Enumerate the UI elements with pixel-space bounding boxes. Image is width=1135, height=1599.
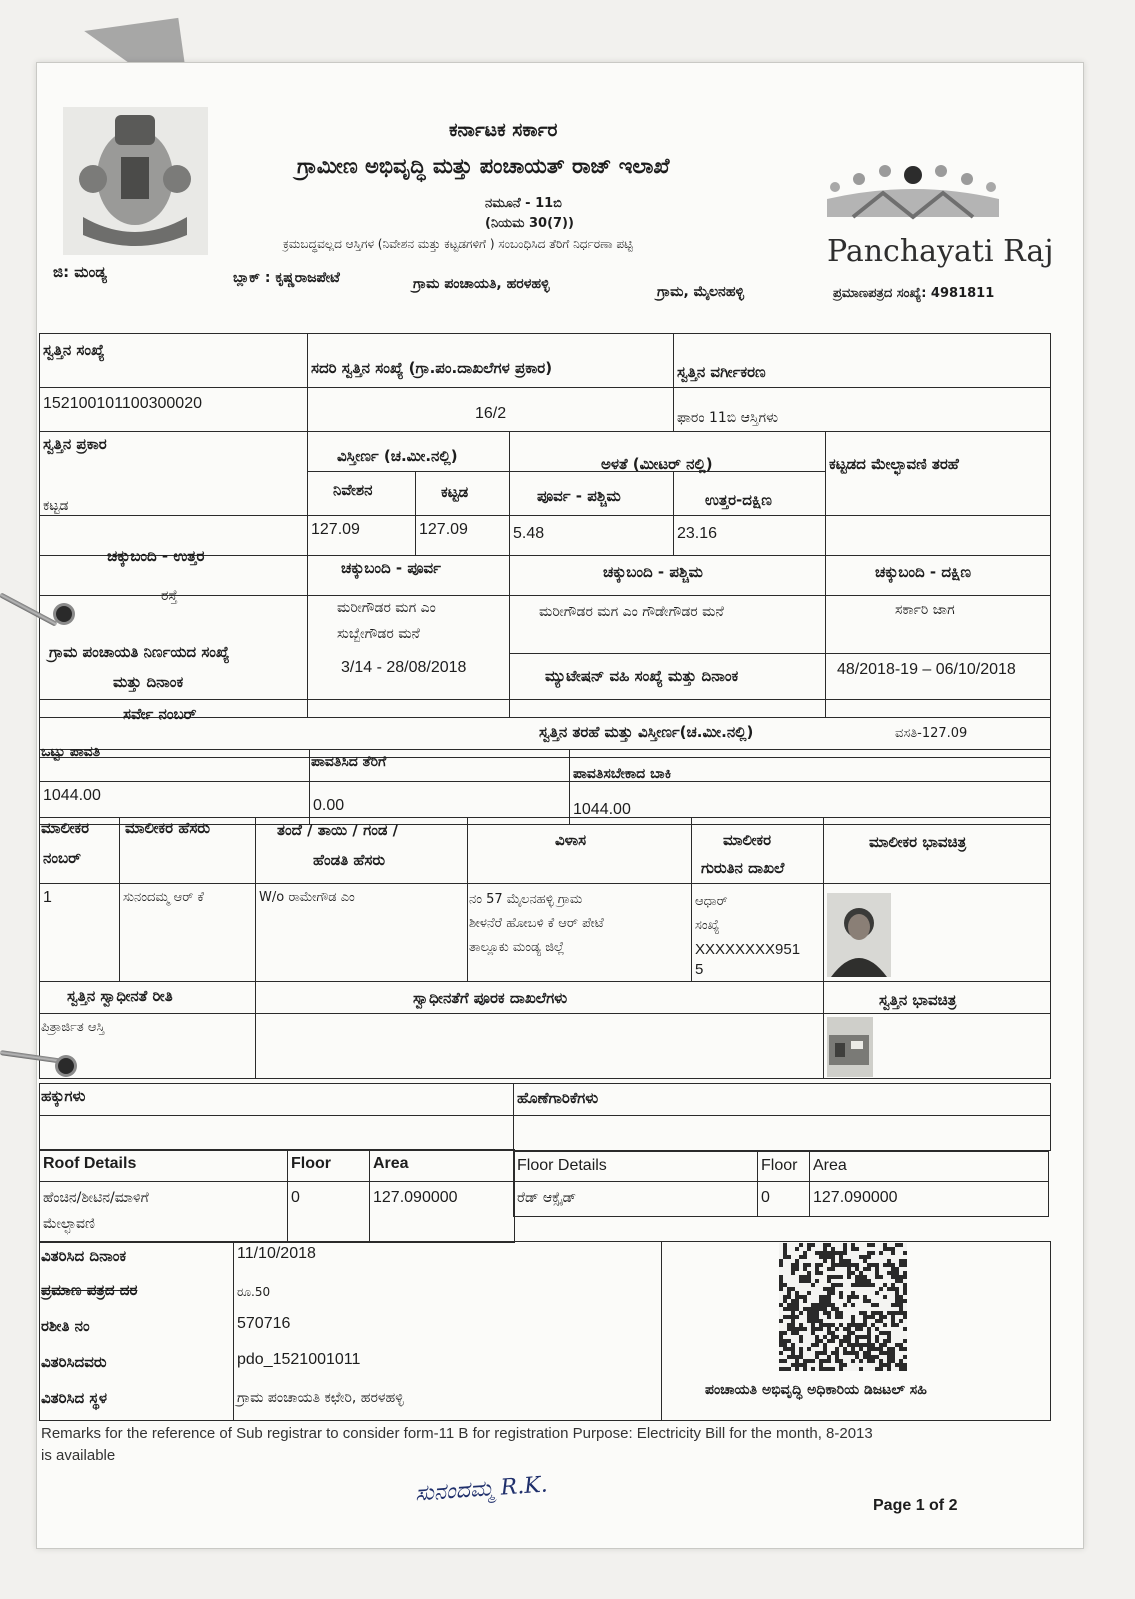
gram-panchayat: ಗ್ರಾಮ ಪಂಚಾಯತಿ, ಹರಳಹಳ್ಳಿ xyxy=(413,276,550,292)
property-type-label: ಸ್ವತ್ತಿನ ಪ್ರಕಾರ xyxy=(43,435,107,453)
building-area-value: 127.09 xyxy=(419,521,468,538)
boundary-south-value: ಸರ್ಕಾರಿ ಜಾಗ xyxy=(895,602,955,618)
owner-no-label-2: ನಂಬರ್ xyxy=(43,849,81,867)
gp-decision-value: 3/14 - 28/08/2018 xyxy=(341,659,467,676)
property-id-value: 152100101100300020 xyxy=(43,395,202,412)
owner-id-word: ಸಂಖ್ಯೆ xyxy=(695,918,720,933)
remarks-line-2: is available xyxy=(41,1447,116,1464)
department-title: ಗ್ರಾಮೀಣ ಅಭಿವೃದ್ಧಿ ಮತ್ತು ಪಂಚಾಯತ್ ರಾಜ್ ಇಲಾಖೆ xyxy=(297,154,670,178)
issue-place-value: ಗ್ರಾಮ ಪಂಚಾಯತಿ ಕಛೇರಿ, ಹರಳಹಳ್ಳಿ xyxy=(237,1390,404,1406)
roof-area-value: 127.090000 xyxy=(373,1189,458,1206)
owner-id-number: XXXXXXXX951 xyxy=(695,941,801,958)
form-subtitle: ಕ್ರಮಬದ್ಧವಲ್ಲದ ಆಸ್ತಿಗಳ (ನಿವೇಶನ ಮತ್ತು ಕಟ್ಟಡಗಳಿಗೆ ) ಸಂಬಂಧಿಸಿದ ತೆರಿಗೆ ನಿರ್ಧರಣಾ ಪಟ್ಟಿ xyxy=(283,237,633,251)
site-label: ನಿವೇಶನ xyxy=(333,481,373,499)
owner-photo-label: ಮಾಲೀಕರ ಭಾವಚಿತ್ರ xyxy=(869,833,967,851)
north-south-value: 23.16 xyxy=(677,525,718,542)
boundary-east-value-2: ಸುಬ್ಬೇಗೌಡರ ಮನೆ xyxy=(337,626,420,642)
property-id-label: ಸ್ವತ್ತಿನ ಸಂಖ್ಯೆ xyxy=(43,341,105,359)
panchayati-raj-logo-text: Panchayati Raj xyxy=(827,234,1054,269)
survey-ref-label: ಸದರಿ ಸ್ವತ್ತಿನ ಸಂಖ್ಯೆ (ಗ್ರಾ.ಪಂ.ದಾಖಲೆಗಳ ಪ್ರಕಾರ) xyxy=(311,359,553,377)
boundary-east-label: ಚಕ್ಕುಬಂದಿ - ಪೂರ್ವ xyxy=(341,559,441,577)
remarks-line-1: Remarks for the reference of Sub registrar to consider form-11 B for registration Purpose: Electricity Bill for the month, 8-2013 xyxy=(41,1425,873,1442)
floor-details-header: Floor Details xyxy=(517,1157,607,1174)
east-west-label: ಪೂರ್ವ - ಪಶ್ಚಿಮ xyxy=(537,487,621,505)
boundary-north-value: ರಸ್ತೆ xyxy=(161,588,178,604)
liabilities-label: ಹೊಣೆಗಾರಿಕೆಗಳು xyxy=(517,1089,599,1107)
classification-label: ಸ್ವತ್ತಿನ ವರ್ಗೀಕರಣ xyxy=(677,363,766,381)
total-tax-value: 1044.00 xyxy=(43,787,101,804)
roof-floor-value: 0 xyxy=(291,1189,300,1206)
owner-signature: ಸುನಂದಮ್ಮ R.K. xyxy=(414,1472,549,1507)
owner-address-line-3: ತಾಲ್ಲೂಕು ಮಂಡ್ಯ ಜಿಲ್ಲೆ xyxy=(469,940,565,955)
receipt-number-value: 570716 xyxy=(237,1315,291,1332)
karnataka-emblem-icon xyxy=(63,107,208,255)
gp-decision-label-2: ಮತ್ತು ದಿನಾಂಕ xyxy=(113,673,184,691)
address-label: ವಿಳಾಸ xyxy=(555,831,587,849)
paid-tax-label: ಪಾವತಿಸಿದ ತೆರಿಗೆ xyxy=(311,754,387,770)
ownership-mode-label: ಸ್ವತ್ತಿನ ಸ್ವಾಧೀನತೆ ರೀತಿ xyxy=(67,987,173,1005)
binder-hole-top xyxy=(56,606,72,622)
certificate-fee-value: ರೂ.50 xyxy=(237,1285,271,1299)
owner-id-label-2: ಗುರುತಿನ ದಾಖಲೆ xyxy=(701,859,785,877)
owner-no-value: 1 xyxy=(43,889,52,906)
boundary-east-value-1: ಮರೀಗೌಡರ ಮಗ ಎಂ xyxy=(337,600,436,616)
roof-detail-line-2: ಮೇಲ್ಛಾವಣಿ xyxy=(43,1216,95,1232)
rights-label: ಹಕ್ಕುಗಳು xyxy=(41,1087,86,1105)
north-south-label: ಉತ್ತರ-ದಕ್ಷಿಣ xyxy=(705,491,772,509)
document-page xyxy=(36,62,1084,1549)
boundary-west-value: ಮರೀಗೌಡರ ಮಗ ಎಂ ಗೌಡೇಗೌಡರ ಮನೆ xyxy=(539,604,724,620)
dimension-label: ಅಳತೆ (ಮೀಟರ್ ನಲ್ಲಿ) xyxy=(601,455,713,473)
survey-number-label: ಸರ್ವೇ ನಂಬರ್ xyxy=(123,705,197,723)
receipt-number-label: ರಶೀತಿ ನಂ xyxy=(41,1317,90,1335)
relation-label-2: ಹೆಂಡತಿ ಹೆಸರು xyxy=(313,851,386,869)
property-type-value: ಕಟ್ಟಡ xyxy=(43,498,69,514)
form-number: ನಮೂನೆ - 11ಬಿ xyxy=(485,196,562,211)
property-photo-label: ಸ್ವತ್ತಿನ ಭಾವಚಿತ್ರ xyxy=(879,991,957,1009)
digital-signature-caption: ಪಂಚಾಯತಿ ಅಭಿವೃದ್ಧಿ ಅಧಿಕಾರಿಯ ಡಿಜಟಲ್ ಸಹಿ xyxy=(705,1382,927,1398)
due-tax-value: 1044.00 xyxy=(573,801,631,818)
ownership-mode-value: ಪಿತ್ರಾರ್ಜಿತ ಆಸ್ತಿ xyxy=(41,1020,105,1035)
village: ಗ್ರಾಮ, ಮೈಲನಹಳ್ಳಿ xyxy=(657,284,745,300)
owner-photo xyxy=(827,893,891,977)
owner-id-type: ಆಧಾರ್ xyxy=(695,894,728,909)
paid-tax-value: 0.00 xyxy=(313,797,345,814)
issue-date-value: 11/10/2018 xyxy=(237,1245,316,1262)
district: ಜಿ: ಮಂಡ್ಯ xyxy=(53,263,107,281)
roof-floor-header: Floor xyxy=(291,1155,331,1172)
owner-address-line-1: ನಂ 57 ಮೈಲನಹಳ್ಳಿ ಗ್ರಾಮ xyxy=(469,892,583,907)
floor-floor-header: Floor xyxy=(761,1157,798,1174)
roof-type-label: ಕಟ್ಟಡದ ಮೇಲ್ಛಾವಣಿ ತರಹೆ xyxy=(829,455,959,473)
panchayati-raj-logo-icon xyxy=(823,159,1003,229)
issued-by-label: ವಿತರಿಸಿದವರು xyxy=(41,1353,107,1371)
binder-hole-bottom xyxy=(58,1058,74,1074)
owner-id-label-1: ಮಾಲೀಕರ xyxy=(723,831,772,849)
block: ಬ್ಲಾಕ್ : ಕೃಷ್ಣರಾಜಪೇಟೆ xyxy=(233,270,340,286)
mutation-value: 48/2018-19 – 06/10/2018 xyxy=(837,661,1016,678)
roof-detail-line-1: ಹೆಂಚಿನ/ಶೀಟಿನ/ಮಾಳಿಗೆ xyxy=(43,1190,149,1206)
boundary-north-label: ಚಕ್ಕುಬಂದಿ - ಉತ್ತರ xyxy=(107,547,205,565)
total-tax-label: ಒಟ್ಟು ಪಾವತಿ xyxy=(41,744,101,760)
boundary-west-label: ಚಕ್ಕುಬಂದಿ - ಪಶ್ಚಿಮ xyxy=(603,563,703,581)
owner-address-line-2: ಶೀಳನೆರೆ ಹೋಬಳಿ ಕೆ ಆರ್ ಪೇಟೆ xyxy=(469,916,604,931)
due-tax-label: ಪಾವತಿಸಬೇಕಾದ ಬಾಕಿ xyxy=(573,766,672,782)
gp-decision-label-1: ಗ್ರಾಮ ಪಂಚಾಯತಿ ನಿರ್ಣಯದ ಸಂಖ್ಯೆ xyxy=(49,643,230,661)
floor-floor-value: 0 xyxy=(761,1189,770,1206)
certificate-fee-label: ಪ್ರಮಾಣ ಪತ್ರದ ದರ xyxy=(41,1281,138,1299)
floor-area-value: 127.090000 xyxy=(813,1189,898,1206)
mutation-label: ಮ್ಯುಟೇಷನ್ ವಹಿ ಸಂಖ್ಯೆ ಮತ್ತು ದಿನಾಂಕ xyxy=(545,667,739,685)
govt-title: ಕರ್ನಾಟಕ ಸರ್ಕಾರ xyxy=(449,119,558,141)
issue-place-label: ವಿತರಿಸಿದ ಸ್ಥಳ xyxy=(41,1389,108,1407)
issue-date-label: ವಿತರಿಸಿದ ದಿನಾಂಕ xyxy=(41,1247,127,1265)
survey-ref-value: 16/2 xyxy=(475,405,507,422)
owner-id-number-cont: 5 xyxy=(695,961,704,978)
page-number: Page 1 of 2 xyxy=(873,1497,958,1514)
tax-table xyxy=(39,749,1051,825)
floor-detail-value: ರೆಡ್ ಆಕ್ಸೈಡ್ xyxy=(517,1190,577,1206)
floor-area-header: Area xyxy=(813,1157,847,1174)
owner-name-value: ಸುನಂದಮ್ಮ ಆರ್ ಕೆ xyxy=(123,890,204,905)
roof-area-header: Area xyxy=(373,1155,409,1172)
certificate-number: ಪ್ರಮಾಣಪತ್ರದ ಸಂಖ್ಯೆ: 4981811 xyxy=(833,286,995,301)
classification-value: ಫಾರಂ 11ಬಿ ಆಸ್ತಿಗಳು xyxy=(677,410,779,426)
qr-code-icon xyxy=(779,1243,907,1371)
owner-name-label: ಮಾಲೀಕರ ಹೆಸರು xyxy=(125,819,211,837)
relation-label-1: ತಂದೆ / ತಾಯಿ / ಗಂಡ / xyxy=(277,821,399,839)
roof-details-header: Roof Details xyxy=(43,1155,137,1172)
property-nature-label: ಸ್ವತ್ತಿನ ತರಹೆ ಮತ್ತು ವಿಸ್ತೀರ್ಣ(ಚ.ಮೀ.ನಲ್ಲಿ) xyxy=(539,723,754,741)
boundary-south-label: ಚಕ್ಕುಬಂದಿ - ದಕ್ಷಿಣ xyxy=(875,563,972,581)
property-nature-value: ವಸತಿ-127.09 xyxy=(895,726,968,741)
building-label: ಕಟ್ಟಡ xyxy=(441,483,469,501)
property-photo xyxy=(827,1017,873,1077)
rule-number: (ನಿಯಮ 30(7)) xyxy=(485,216,574,231)
ownership-docs-label: ಸ್ವಾಧೀನತೆಗೆ ಪೂರಕ ದಾಖಲೆಗಳು xyxy=(413,989,568,1007)
owner-no-label-1: ಮಾಲೀಕರ xyxy=(41,819,90,837)
issued-by-value: pdo_1521001011 xyxy=(237,1351,361,1368)
site-area-value: 127.09 xyxy=(311,521,360,538)
east-west-value: 5.48 xyxy=(513,525,545,542)
area-label: ವಿಸ್ತೀರ್ಣ (ಚ.ಮೀ.ನಲ್ಲಿ) xyxy=(337,447,458,465)
owner-relation-value: W/o ರಾಮೇಗೌಡ ಎಂ xyxy=(259,890,355,905)
